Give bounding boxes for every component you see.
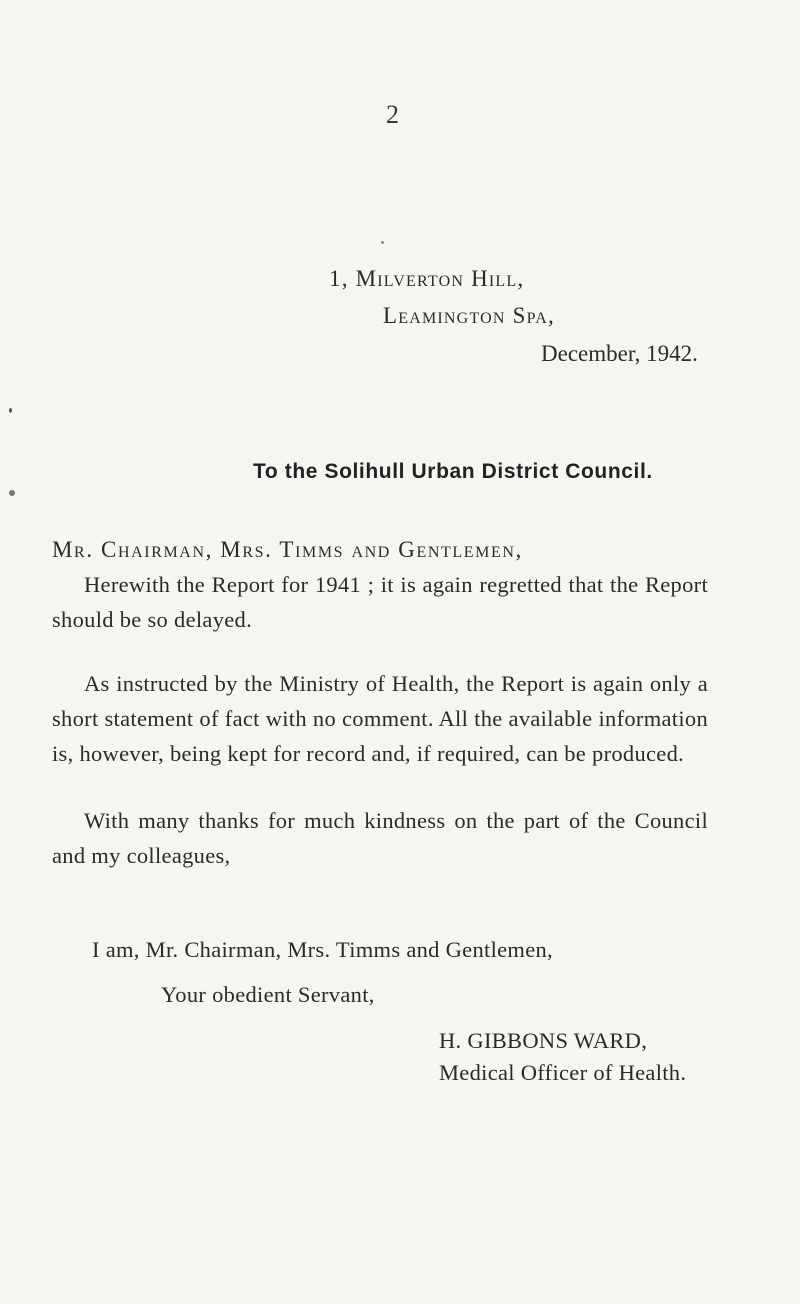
- scan-speck: [9, 408, 12, 413]
- salutation: Mr. Chairman, Mrs. Timms and Gentlemen,: [52, 537, 523, 562]
- closing-line-1: I am, Mr. Chairman, Mrs. Timms and Gentlemen,: [92, 937, 553, 962]
- signature-name: H. GIBBONS WARD,: [439, 1028, 648, 1053]
- sender-address-line-1: 1, Milverton Hill,: [329, 266, 525, 291]
- signature-title: Medical Officer of Health.: [439, 1060, 687, 1085]
- body-paragraph-3: With many thanks for much kindness on the part of the Council and my colleagues,: [52, 808, 708, 868]
- addressee-heading: To the Solihull Urban District Council.: [253, 460, 653, 483]
- letter-date: December, 1942.: [541, 341, 698, 366]
- body-paragraph-1: Herewith the Report for 1941 ; it is again regretted that the Report should be so delayed.: [52, 572, 708, 632]
- sender-address-line-2: Leamington Spa,: [383, 303, 555, 328]
- body-paragraph-2: As instructed by the Ministry of Health, the Report is again only a short statement of fact with no comment. All the available information is, however, being kept for record and, if required, can be produced.: [52, 671, 708, 766]
- page-number: 2: [386, 100, 399, 129]
- scan-speck: [381, 241, 384, 244]
- closing-line-2: Your obedient Servant,: [161, 982, 375, 1007]
- scan-speck: [9, 490, 15, 496]
